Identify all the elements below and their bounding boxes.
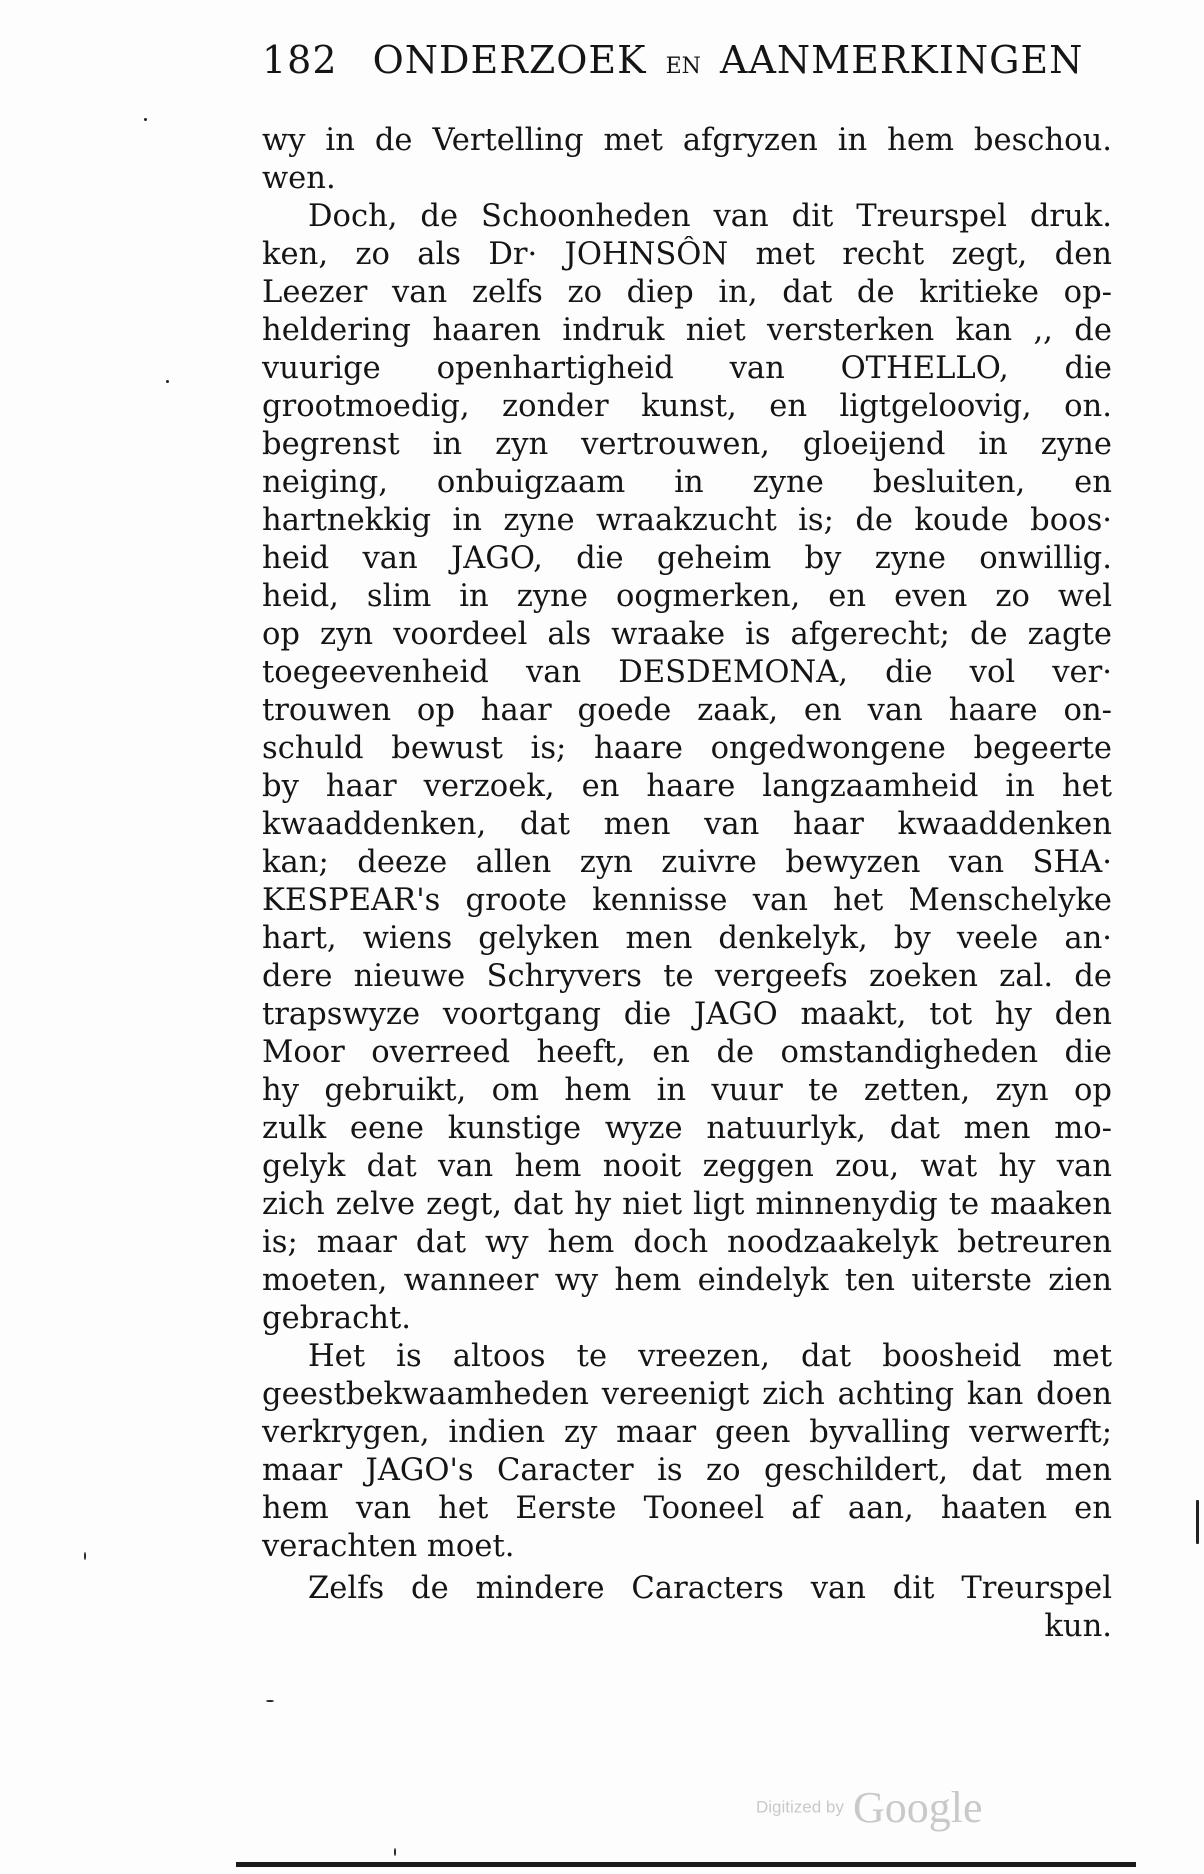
catchword: kun. bbox=[1044, 1609, 1112, 1644]
text-line: verkrygen, indien zy maar geen byvalling verwerft; bbox=[262, 1415, 1112, 1450]
header-conjunction: EN bbox=[665, 54, 701, 79]
text-line: toegeevenheid van DESDEMONA, die vol ver· bbox=[262, 655, 1112, 690]
text-line: is; maar dat wy hem doch noodzaakelyk betreuren bbox=[262, 1225, 1112, 1260]
text-line: kan; deeze allen zyn zuivre bewyzen van SHA· bbox=[262, 845, 1112, 880]
page-bottom-edge bbox=[236, 1862, 1136, 1867]
text-line: zulk eene kunstige wyze natuurlyk, dat men mo- bbox=[262, 1111, 1112, 1146]
text-line: begrenst in zyn vertrouwen, gloeijend in zyne bbox=[262, 427, 1112, 462]
digitized-watermark bbox=[756, 1782, 1016, 1838]
text-line: hart, wiens gelyken men denkelyk, by veele an· bbox=[262, 921, 1112, 956]
google-logo: Google bbox=[852, 1783, 983, 1832]
text-line: hem van het Eerste Tooneel af aan, haaten en bbox=[262, 1491, 1112, 1526]
text-line: neiging, onbuigzaam in zyne besluiten, en bbox=[262, 465, 1112, 500]
scan-speck bbox=[84, 1552, 86, 1560]
text-line: heid, slim in zyne oogmerken, en even zo wel bbox=[262, 579, 1112, 614]
text-line: trouwen op haar goede zaak, en van haare on- bbox=[262, 693, 1112, 728]
text-line: maar JAGO's Caracter is zo geschildert, dat men bbox=[262, 1453, 1112, 1488]
text-line: zich zelve zegt, dat hy niet ligt minnenydig te maaken bbox=[262, 1187, 1112, 1222]
scan-speck bbox=[394, 1848, 396, 1856]
text-line: wy in de Vertelling met afgryzen in hem beschou. bbox=[262, 123, 1112, 158]
text-line: grootmoedig, zonder kunst, en ligtgeloovig, on. bbox=[262, 389, 1112, 424]
text-line: Het is altoos te vreezen, dat boosheid met bbox=[308, 1339, 1112, 1374]
running-header bbox=[262, 38, 1122, 90]
scan-speck bbox=[166, 380, 169, 383]
scan-speck bbox=[144, 118, 147, 121]
text-line: ken, zo als Dr· JOHNSÔN met recht zegt, den bbox=[262, 237, 1112, 272]
scan-speck bbox=[266, 1700, 274, 1702]
text-line: trapswyze voortgang die JAGO maakt, tot hy den bbox=[262, 997, 1112, 1032]
text-line: gelyk dat van hem nooit zeggen zou, wat hy van bbox=[262, 1149, 1112, 1184]
text-line: geestbekwaamheden vereenigt zich achting kan doen bbox=[262, 1377, 1112, 1412]
text-line: wen. bbox=[262, 161, 336, 196]
header-title-left: ONDERZOEK bbox=[372, 38, 647, 82]
text-line: vuurige openhartigheid van OTHELLO, die bbox=[262, 351, 1112, 386]
text-line: moeten, wanneer wy hem eindelyk ten uiterste zien bbox=[262, 1263, 1112, 1298]
text-line: KESPEAR's groote kennisse van het Menschelyke bbox=[262, 883, 1112, 918]
text-line: hy gebruikt, om hem in vuur te zetten, zyn op bbox=[262, 1073, 1112, 1108]
text-line: heldering haaren indruk niet versterken kan ,, de bbox=[262, 313, 1112, 348]
text-line: kwaaddenken, dat men van haar kwaaddenken bbox=[262, 807, 1112, 842]
text-line: Leezer van zelfs zo diep in, dat de kritieke op- bbox=[262, 275, 1112, 310]
scan-speck bbox=[1196, 1500, 1199, 1544]
text-line: op zyn voordeel als wraake is afgerecht; de zagte bbox=[262, 617, 1112, 652]
text-line: dere nieuwe Schryvers te vergeefs zoeken zal. de bbox=[262, 959, 1112, 994]
text-line: verachten moet. bbox=[262, 1529, 515, 1564]
text-line: by haar verzoek, en haare langzaamheid in het bbox=[262, 769, 1112, 804]
text-line: Moor overreed heeft, en de omstandigheden die bbox=[262, 1035, 1112, 1070]
text-line: heid van JAGO, die geheim by zyne onwillig. bbox=[262, 541, 1112, 576]
text-line: hartnekkig in zyne wraakzucht is; de koude boos· bbox=[262, 503, 1112, 538]
watermark-prefix: Digitized by bbox=[756, 1797, 844, 1817]
body-text bbox=[262, 122, 1112, 1646]
text-line: schuld bewust is; haare ongedwongene begeerte bbox=[262, 731, 1112, 766]
text-line: gebracht. bbox=[262, 1301, 411, 1336]
text-line: Doch, de Schoonheden van dit Treurspel druk. bbox=[308, 199, 1112, 234]
text-line: Zelfs de mindere Caracters van dit Treurspel bbox=[308, 1571, 1112, 1606]
header-title-right: AANMERKINGEN bbox=[720, 38, 1084, 82]
page-number: 182 bbox=[262, 38, 338, 82]
